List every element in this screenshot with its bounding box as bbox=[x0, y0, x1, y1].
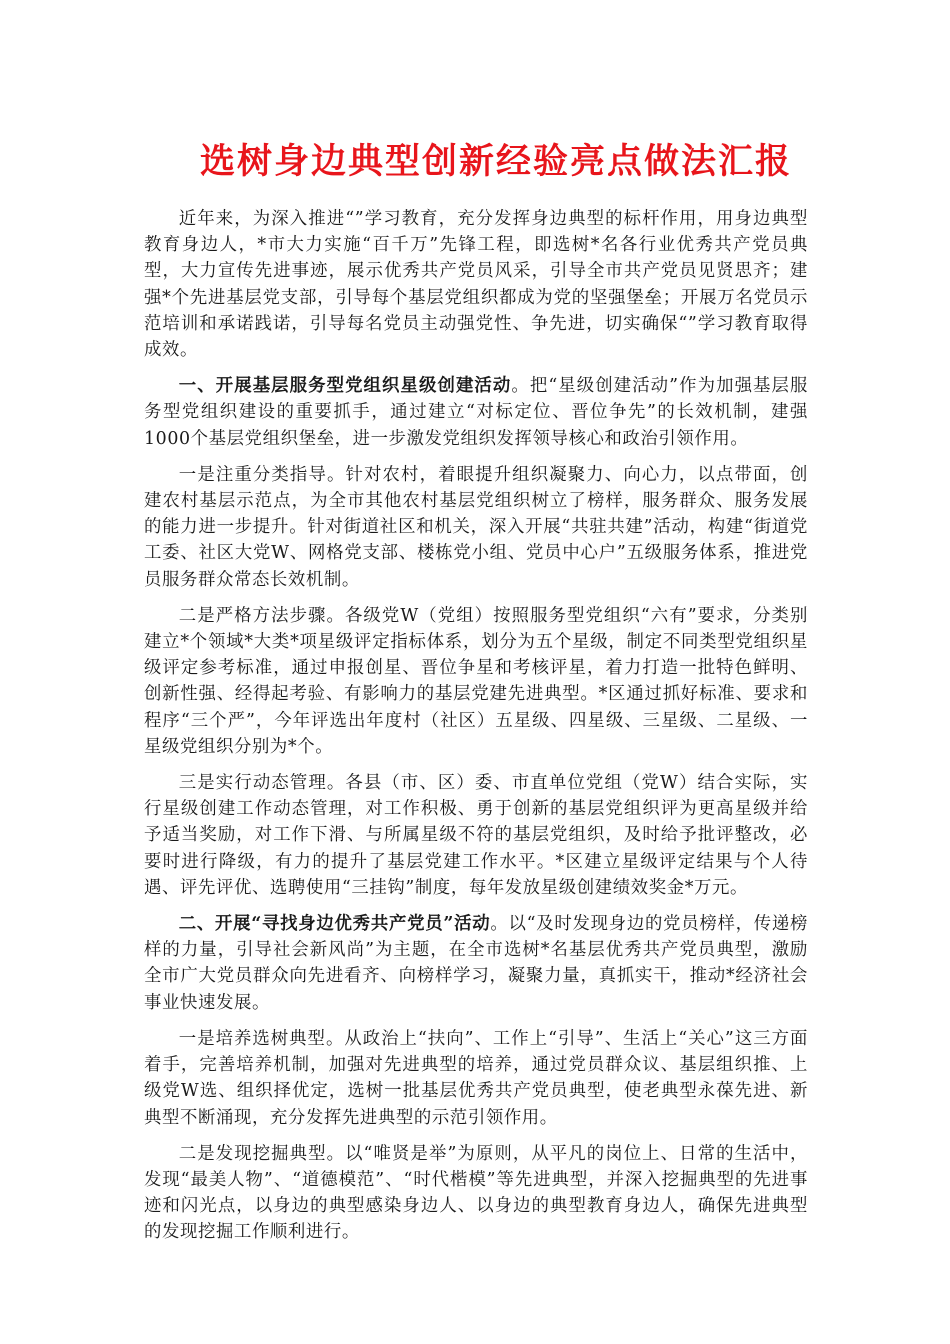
paragraph-section-2 bbox=[144, 911, 808, 1016]
document-title: 选树身边典型创新经验亮点做法汇报 bbox=[199, 141, 792, 182]
paragraph-item bbox=[144, 603, 808, 760]
section-heading: 二、开展“寻找身边优秀共产党员”活动 bbox=[178, 914, 491, 935]
paragraph-item bbox=[144, 462, 808, 593]
paragraph-text: 。把“星级创建活动”作为加强基层服务型党组织建设的重要抓手，通过建立“对标定位、晋位争先”的长效机制，建强1000个基层党组织堡垒，进一步激发党组织发挥领导核心和政治引领作用。 bbox=[144, 376, 808, 449]
paragraph-item bbox=[144, 770, 808, 901]
paragraph-text: 近年来，为深入推进“”学习教育，充分发挥身边典型的标杆作用，用身边典型教育身边人，*市大力实施“百千万”先锋工程，即选树*名各行业优秀共产党员典型，大力宣传先进事迹，展示优秀共产党员风采，引导全市共产党员见贤思齐；建强*个先进基层党支部，引导每个基层党组织都成为党的坚强堡垒；开展万名党员示范培训和承诺践诺，引导每名党员主动强党性、争先进，切实确保“”学习教育取得成效。 bbox=[144, 209, 808, 361]
paragraph-text: 三是实行动态管理。各县（市、区）委、市直单位党组（党W）结合实际，实行星级创建工作动态管理，对工作积极、勇于创新的基层党组织评为更高星级并给予适当奖励，对工作下滑、与所属星级不符的基层党组织，及时给予批评整改，必要时进行降级，有力的提升了基层党建工作水平。*区建立星级评定结果与个人待遇、评先评优、选聘使用“三挂钩”制度，每年发放星级创建绩效奖金*万元。 bbox=[144, 773, 808, 898]
paragraph-item bbox=[144, 1026, 808, 1131]
paragraph-text: 。以“及时发现身边的党员榜样，传递榜样的力量，引导社会新风尚”为主题，在全市选树*名基层优秀共产党员典型，激励全市广大党员群众向先进看齐、向榜样学习，凝聚力量，真抓实干，推动*经济社会事业快速发展。 bbox=[144, 914, 808, 1013]
paragraph-text: 二是发现挖掘典型。以“唯贤是举”为原则，从平凡的岗位上、日常的生活中，发现“最美人物”、“道德模范”、“时代楷模”等先进典型，并深入挖掘典型的先进事迹和闪光点，以身边的典型感染身边人、以身边的典型教育身边人，确保先进典型的发现挖掘工作顺利进行。 bbox=[144, 1143, 808, 1243]
paragraph-section-1 bbox=[144, 373, 808, 452]
section-heading: 一、开展基层服务型党组织星级创建活动 bbox=[178, 376, 512, 397]
paragraph-item bbox=[144, 1141, 808, 1246]
paragraph-text: 一是培养选树典型。从政治上“扶向”、工作上“引导”、生活上“关心”这三方面着手，完善培养机制，加强对先进典型的培养，通过党员群众议、基层组织推、上级党W选、组织择优定，选树一批基层优秀共产党员典型，使老典型永葆先进、新典型不断涌现，充分发挥先进典型的示范引领作用。 bbox=[144, 1028, 808, 1128]
paragraph-text: 一是注重分类指导。针对农村，着眼提升组织凝聚力、向心力，以点带面，创建农村基层示范点，为全市其他农村基层党组织树立了榜样，服务群众、服务发展的能力进一步提升。针对街道社区和机关，深入开展“共驻共建”活动，构建“街道党工委、社区大党W、网格党支部、楼栋党小组、党员中心户”五级服务体系，推进党员服务群众常态长效机制。 bbox=[144, 464, 808, 590]
paragraph-text: 二是严格方法步骤。各级党W（党组）按照服务型党组织“六有”要求，分类别建立*个领域*大类*项星级评定指标体系，划分为五个星级，制定不同类型党组织星级评定参考标准，通过申报创星、晋位争星和考核评星，着力打造一批特色鲜明、创新性强、经得起考验、有影响力的基层党建先进典型。*区通过抓好标准、要求和程序“三个严”，今年评选出年度村（社区）五星级、四星级、三星级、二星级、一星级党组织分别为*个。 bbox=[144, 605, 808, 757]
paragraph-intro bbox=[144, 206, 808, 363]
